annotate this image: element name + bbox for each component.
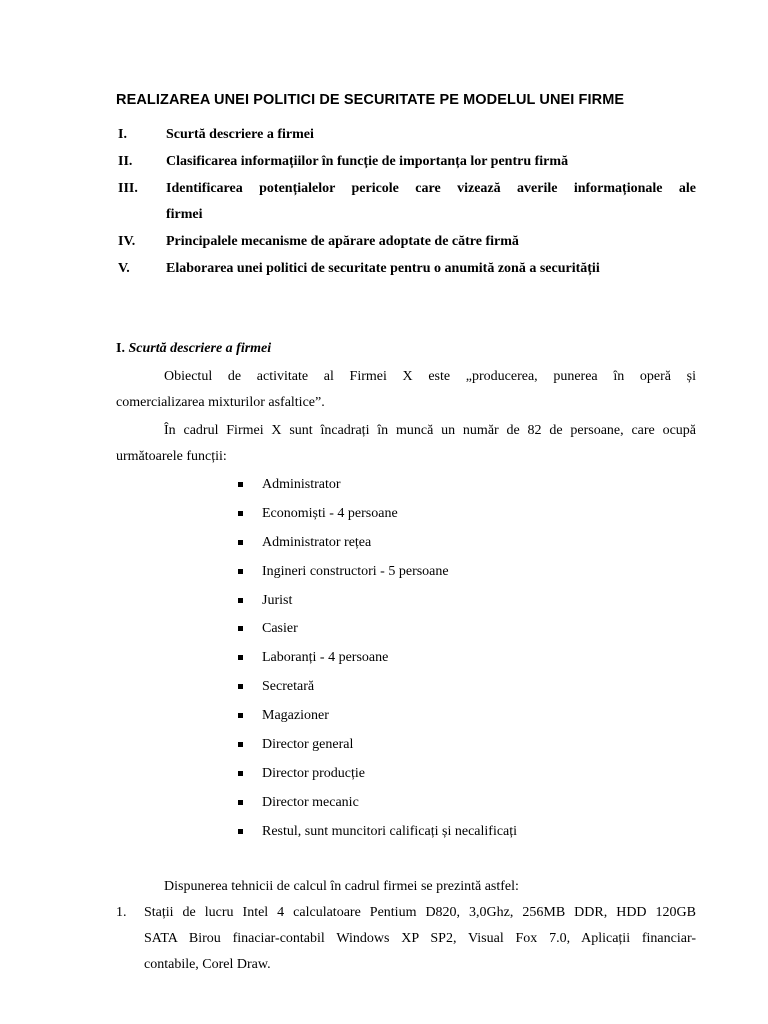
paragraph-staff: [116, 418, 696, 470]
toc-text-line: firmei: [166, 207, 203, 222]
toc-number: V.: [118, 261, 130, 276]
list-number: 1.: [116, 905, 127, 920]
bullet-square-icon: [238, 540, 243, 545]
toc-text: Clasificarea informațiilor în funcție de importanța lor pentru firmă: [166, 154, 569, 169]
toc-text: Scurtă descriere a firmei: [166, 127, 314, 142]
bullet-square-icon: [238, 684, 243, 689]
list-item: Magazioner: [236, 706, 517, 735]
list-item: Jurist: [236, 591, 517, 620]
bullet-square-icon: [238, 598, 243, 603]
toc-number: II.: [118, 154, 133, 169]
toc-text: Principalele mecanisme de apărare adoptate de către firmă: [166, 234, 519, 249]
bullet-square-icon: [238, 655, 243, 660]
list-item: Casier: [236, 619, 517, 648]
paragraph-activity: [116, 364, 696, 416]
paragraph-line: În cadrul Firmei X sunt încadrați în muncă un număr de 82 de persoane, care ocupă: [164, 423, 696, 438]
bullet-square-icon: [238, 569, 243, 574]
bullet-square-icon: [238, 742, 243, 747]
toc-text-line: Identificarea potențialelor pericole care vizează averile informaționale ale: [166, 181, 696, 196]
bullet-square-icon: [238, 829, 243, 834]
bullet-square-icon: [238, 511, 243, 516]
paragraph-line: Dispunerea tehnicii de calcul în cadrul firmei se prezintă astfel:: [164, 879, 519, 894]
paragraph-line: Obiectul de activitate al Firmei X este „producerea, punerea în operă și: [164, 369, 696, 384]
bullet-square-icon: [238, 713, 243, 718]
list-item: Economiști - 4 persoane: [236, 504, 517, 533]
toc-number: IV.: [118, 234, 136, 249]
document-title: REALIZAREA UNEI POLITICI DE SECURITATE PE MODELUL UNEI FIRME: [116, 92, 625, 108]
paragraph-line: comercializarea mixturilor asfaltice”.: [116, 395, 325, 410]
bullet-square-icon: [238, 800, 243, 805]
paragraph-equipment-intro: [116, 874, 696, 900]
bullet-square-icon: [238, 482, 243, 487]
list-item-line: Stații de lucru Intel 4 calculatoare Pentium D820, 3,0Ghz, 256MB DDR, HDD 120GB: [144, 905, 696, 920]
section-number: I.: [116, 341, 125, 356]
list-item-line: contabile, Corel Draw.: [144, 957, 271, 972]
toc-number: III.: [118, 181, 138, 196]
list-item: Administrator rețea: [236, 533, 517, 562]
list-item: Administrator: [236, 475, 517, 504]
list-item: Secretară: [236, 677, 517, 706]
toc-text: Elaborarea unei politici de securitate pentru o anumită zonă a securității: [166, 261, 600, 276]
roles-list: [236, 475, 517, 851]
list-item: Restul, sunt muncitori calificați și necalificați: [236, 822, 517, 851]
bullet-square-icon: [238, 626, 243, 631]
toc-text: [166, 176, 696, 228]
section-title: Scurtă descriere a firmei: [128, 341, 272, 356]
bullet-square-icon: [238, 771, 243, 776]
list-item-line: SATA Birou finaciar-contabil Windows XP SP2, Visual Fox 7.0, Aplicații financiar-: [144, 931, 696, 946]
list-item: Director producție: [236, 764, 517, 793]
list-item: Director general: [236, 735, 517, 764]
list-item: Ingineri constructori - 5 persoane: [236, 562, 517, 591]
section-heading: [116, 341, 271, 357]
paragraph-line: următoarele funcții:: [116, 449, 227, 464]
list-item: Laboranți - 4 persoane: [236, 648, 517, 677]
list-item: Director mecanic: [236, 793, 517, 822]
toc-number: I.: [118, 127, 127, 142]
list-item-text: [144, 900, 696, 978]
